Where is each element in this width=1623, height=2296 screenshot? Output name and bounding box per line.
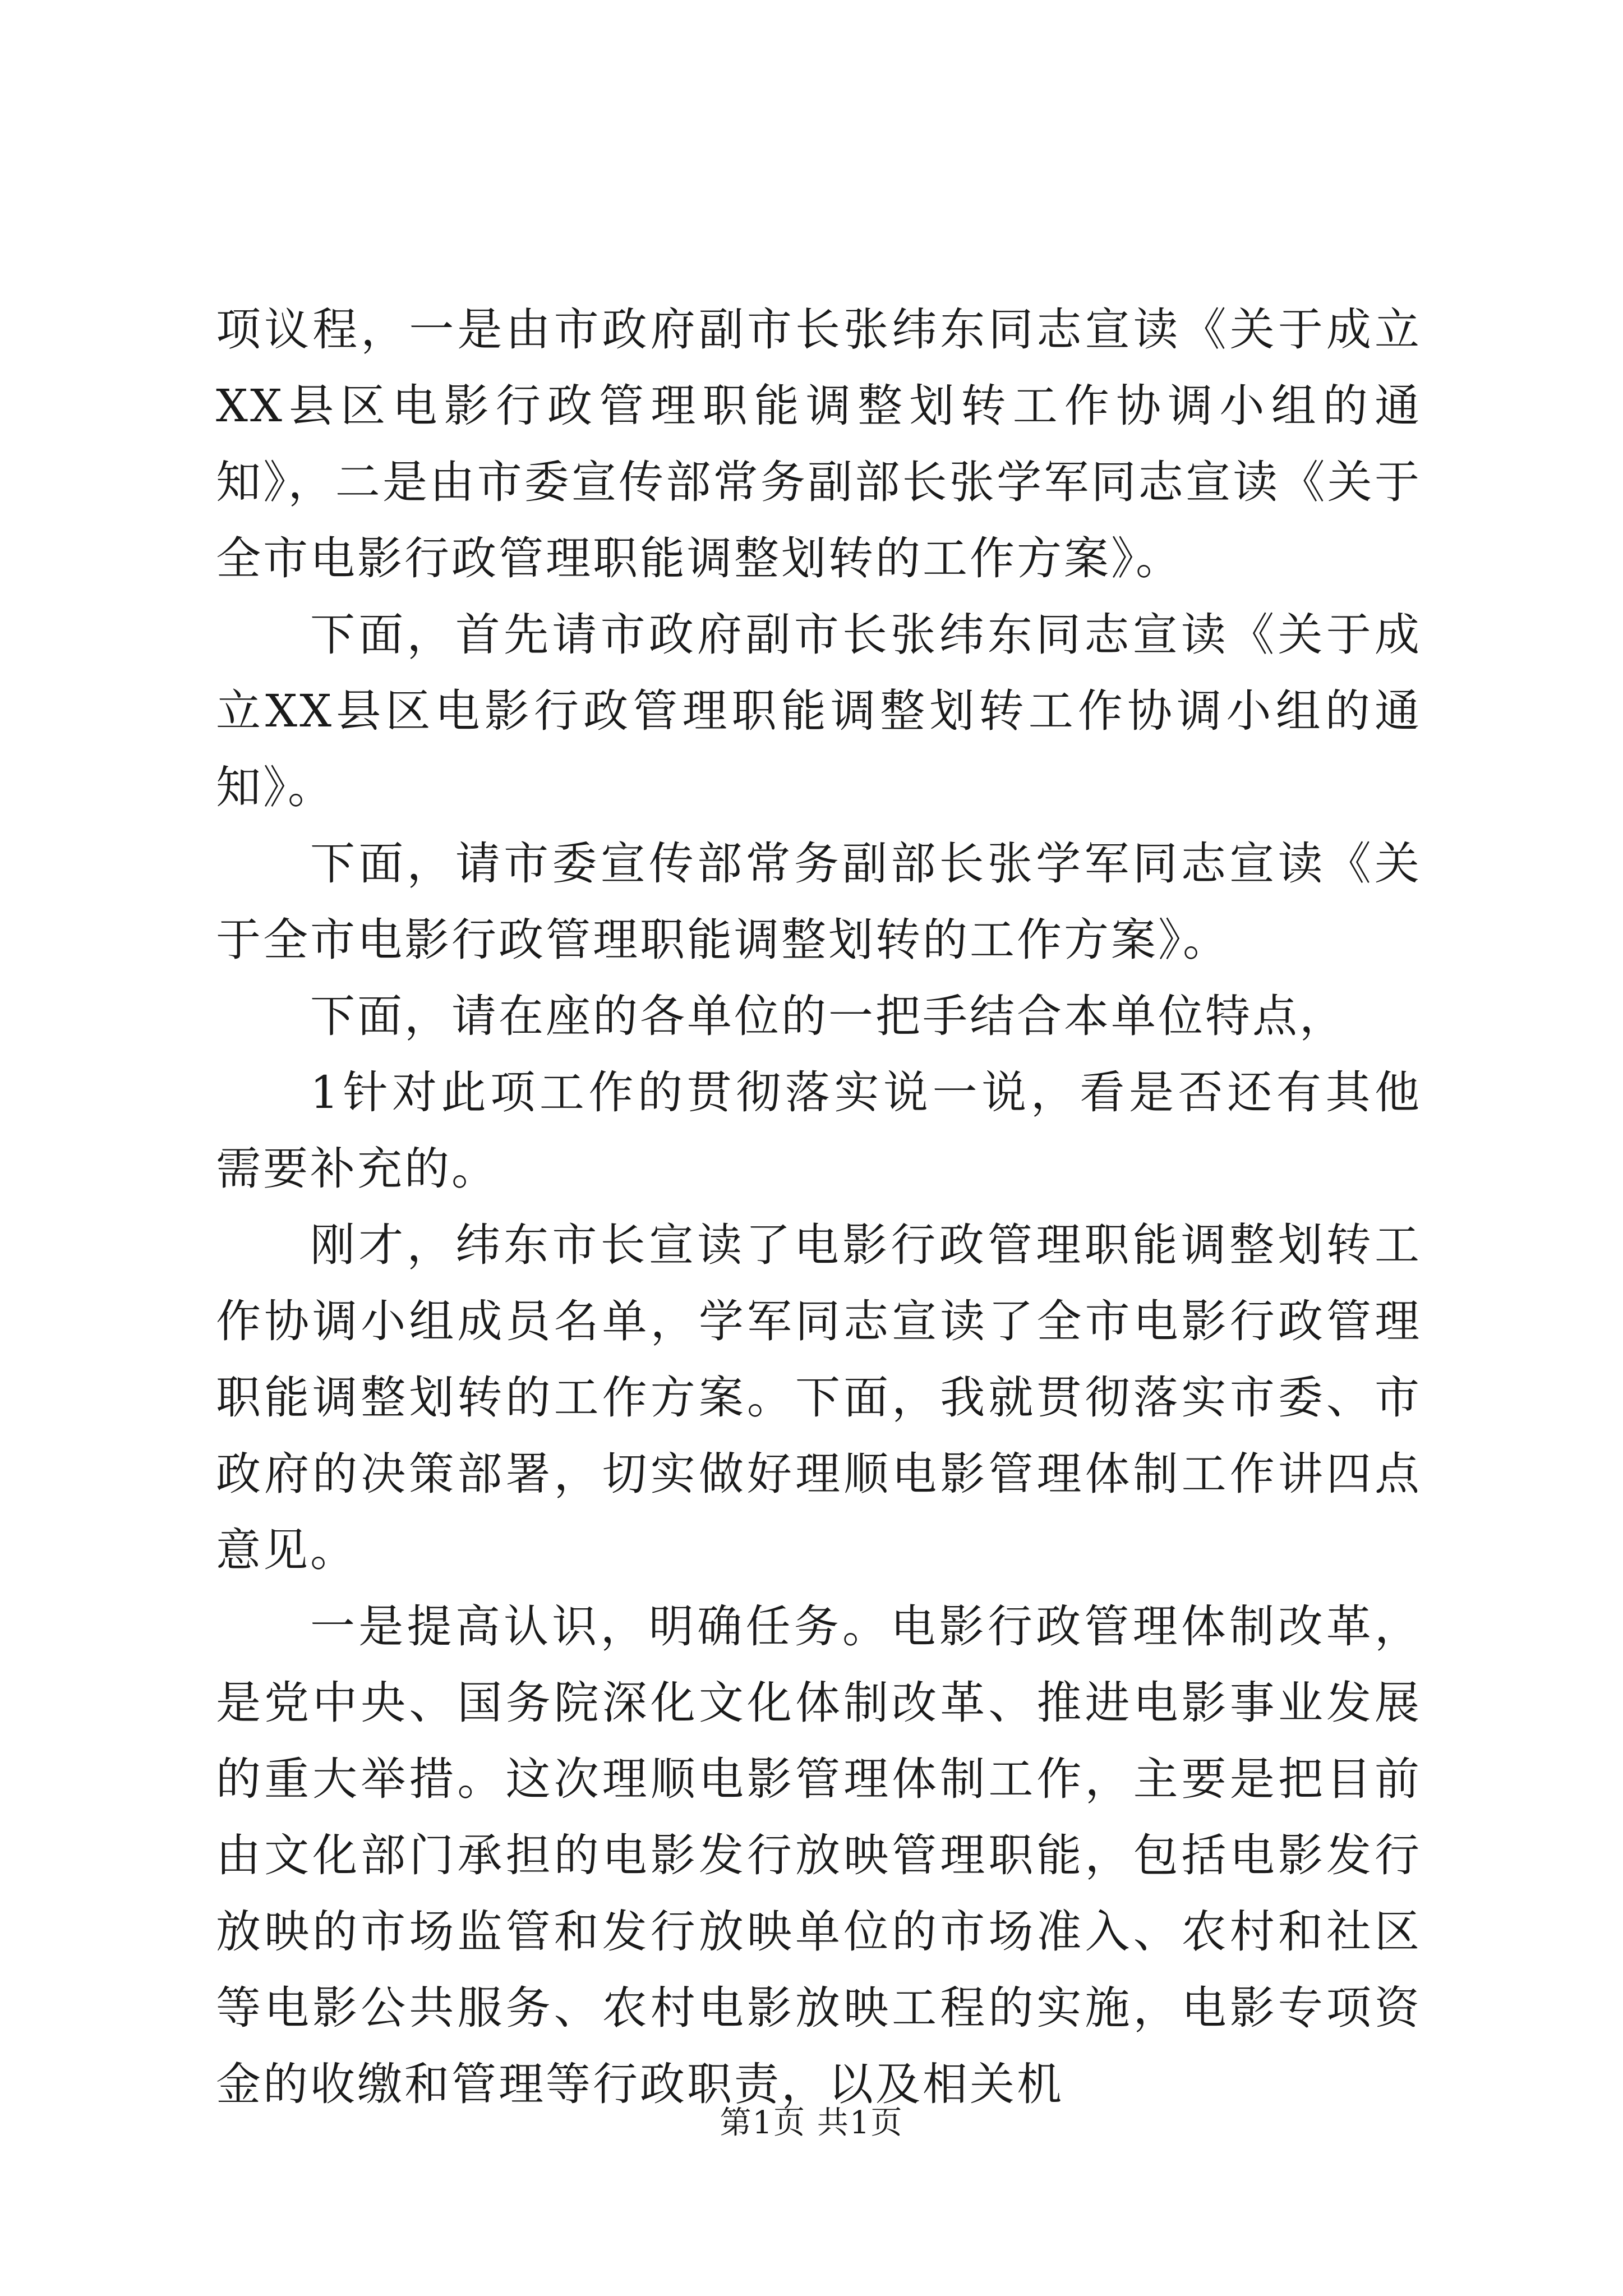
paragraph-5: 1针对此项工作的贯彻落实说一说，看是否还有其他需要补充的。 <box>216 1066 1422 1195</box>
paragraph-1: 项议程，一是由市政府副市长张纬东同志宣读《关于成立XX县区电影行政管理职能调整划转工作协调小组的通知》，二是由市委宣传部常务副部长张学军同志宣读《关于全市电影行政管理职能调整划转的工作方案》。 <box>216 303 1422 585</box>
page-footer: 第1页 共1页 <box>720 2105 903 2141</box>
document-body <box>216 292 1422 2123</box>
paragraph-4: 下面，请在座的各单位的一把手结合本单位特点， <box>310 990 1347 1042</box>
paragraph-2: 下面，首先请市政府副市长张纬东同志宣读《关于成立XX县区电影行政管理职能调整划转工作协调小组的通知》。 <box>216 609 1422 813</box>
paragraph-6: 刚才，纬东市长宣读了电影行政管理职能调整划转工作协调小组成员名单，学军同志宣读了全市电影行政管理职能调整划转的工作方案。下面，我就贯彻落实市委、市政府的决策部署，切实做好理顺电影管理体制工作讲四点意见。 <box>216 1219 1422 1576</box>
paragraph-3: 下面，请市委宣传部常务副部长张学军同志宣读《关于全市电影行政管理职能调整划转的工作方案》。 <box>216 838 1422 966</box>
paragraph-7: 一是提高认识，明确任务。电影行政管理体制改革，是党中央、国务院深化文化体制改革、推进电影事业发展的重大举措。这次理顺电影管理体制工作，主要是把目前由文化部门承担的电影发行放映管理职能，包括电影发行放映的市场监管和发行放映单位的市场准入、农村和社区等电影公共服务、农村电影放映工程的实施，电影专项资金的收缴和管理等行政职责，以及相关机 <box>216 1600 1422 2110</box>
